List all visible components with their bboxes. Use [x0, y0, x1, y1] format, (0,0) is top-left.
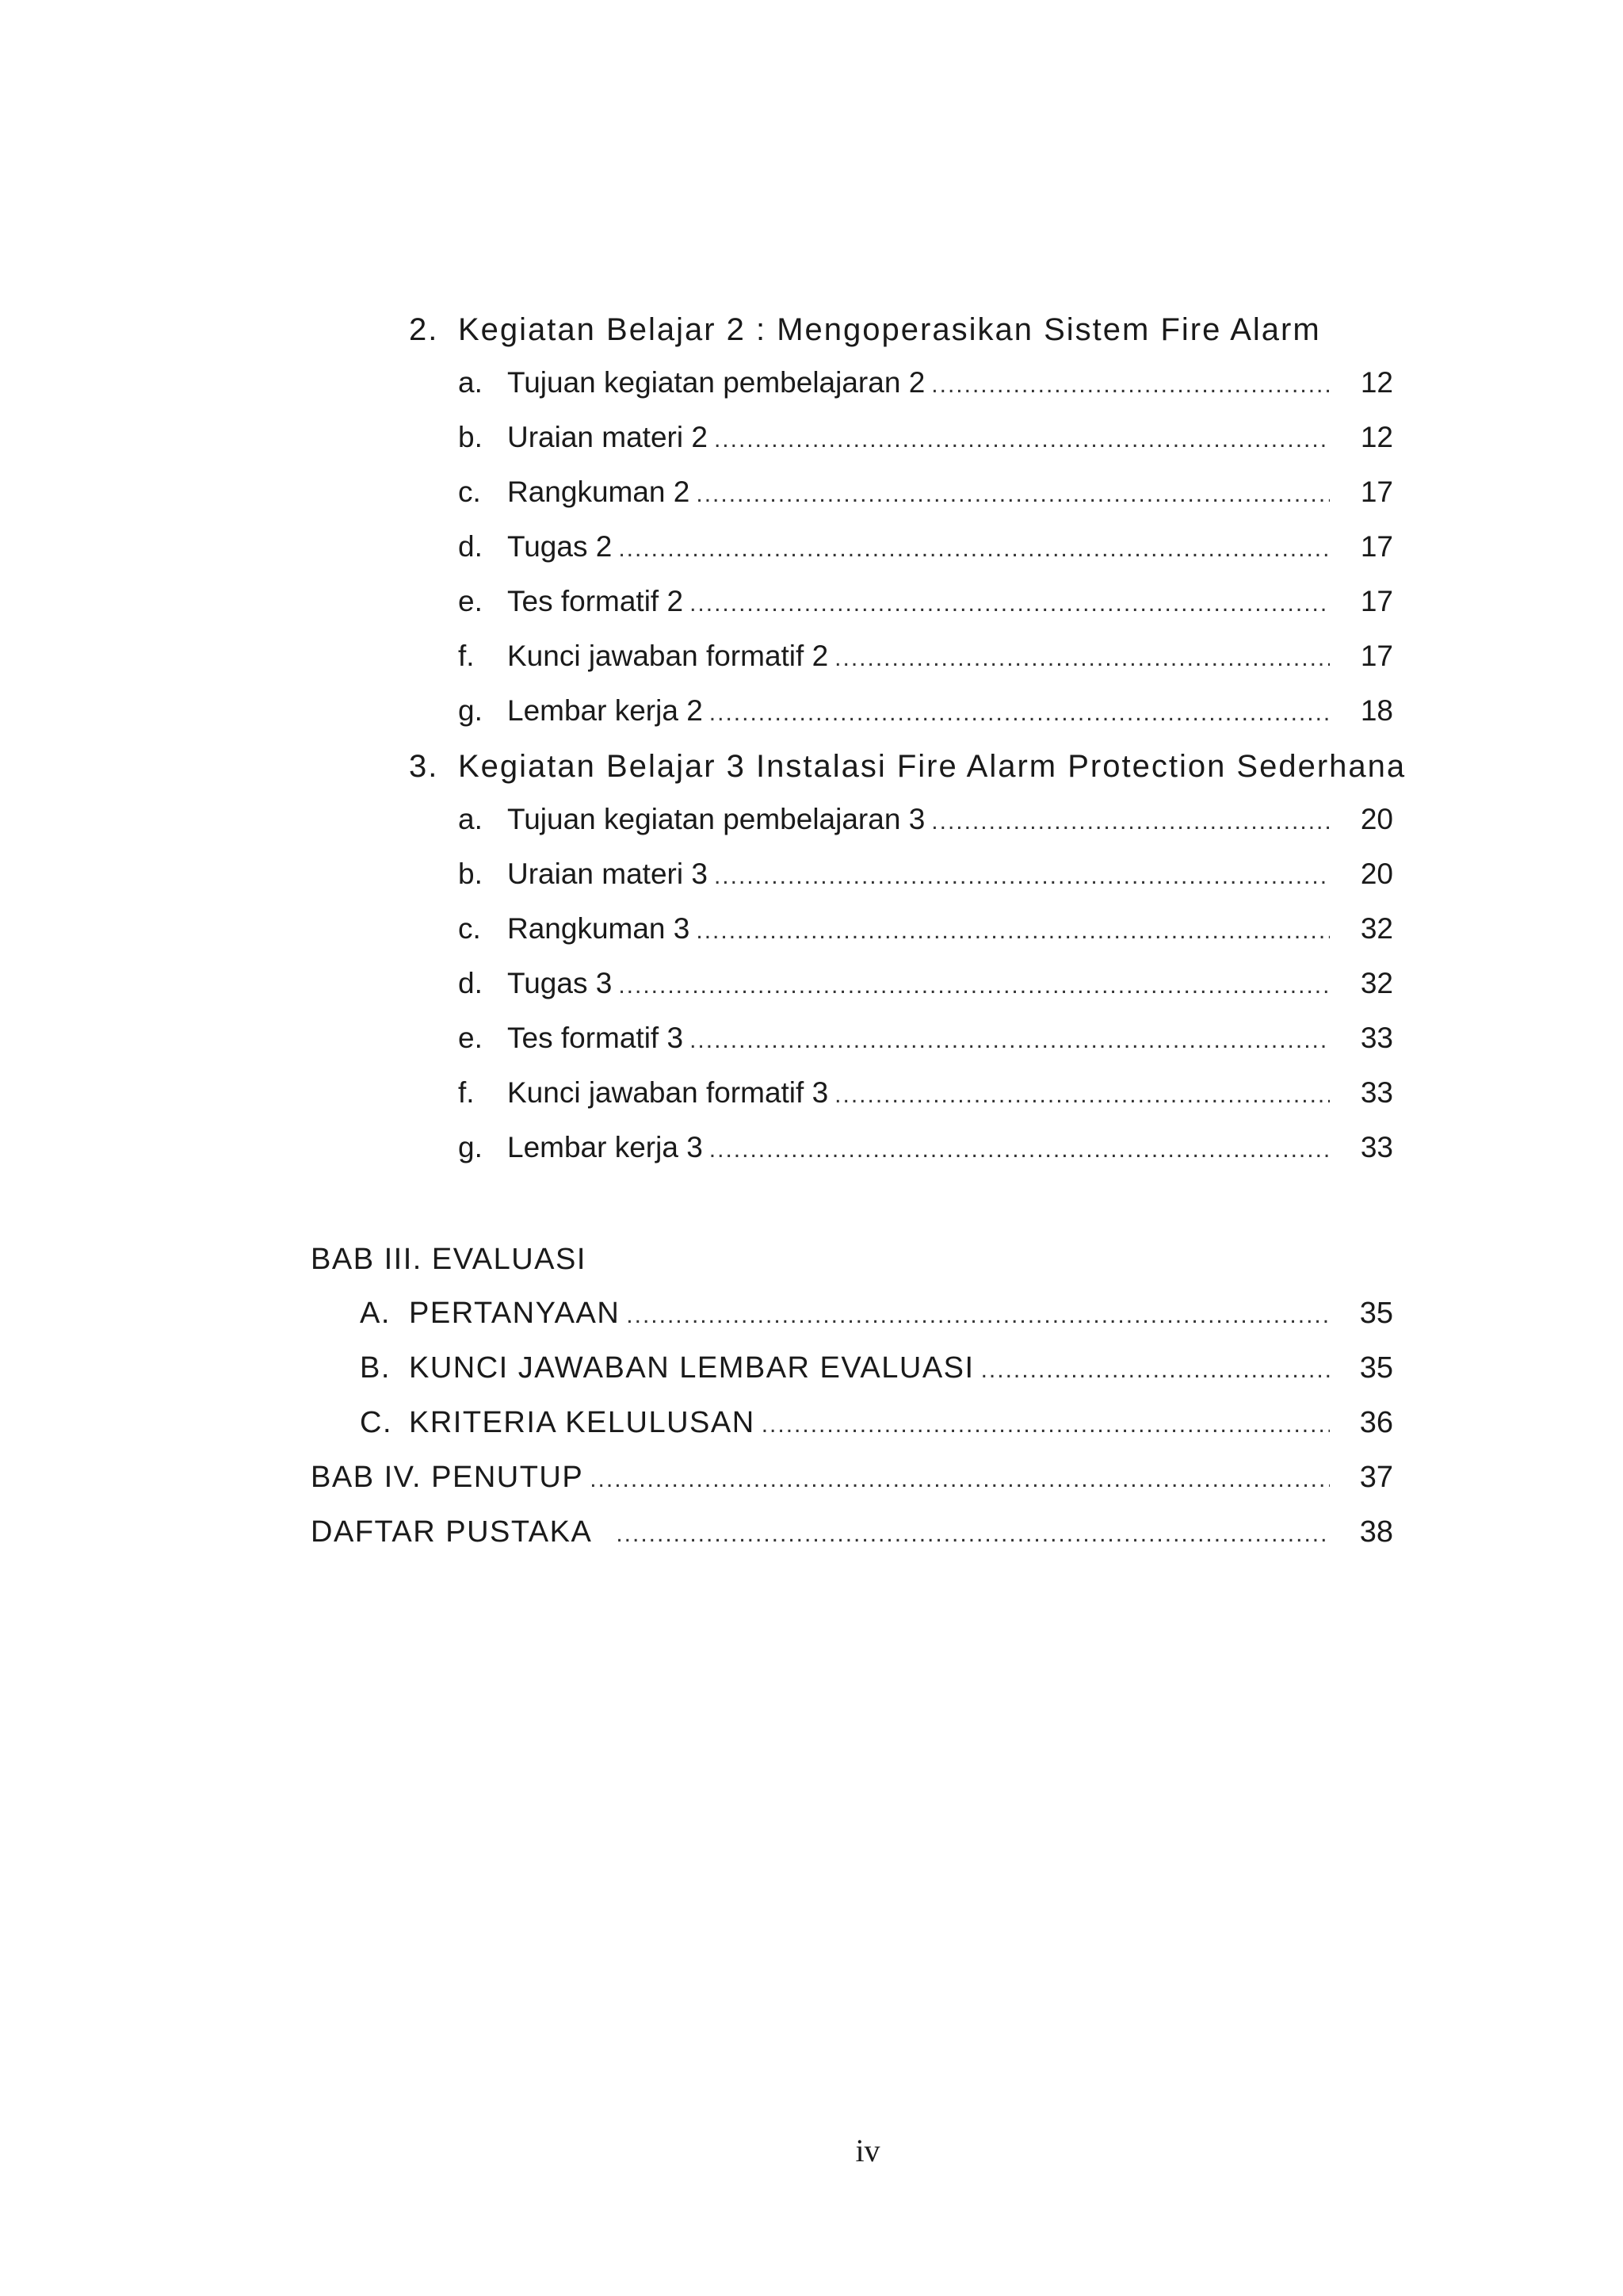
toc-entry-label: Kunci jawaban formatif 3 [507, 1076, 829, 1109]
dot-leader [931, 810, 1330, 834]
page-number: iv [855, 2133, 880, 2168]
dot-leader [981, 1358, 1330, 1382]
dot-leader [709, 1138, 1330, 1162]
toc-heading-kb2 [409, 314, 1321, 346]
toc-entry[interactable] [458, 1023, 1393, 1063]
toc-heading-number: 2. [409, 312, 439, 347]
toc-entry-daftar-pustaka[interactable] [311, 1517, 1393, 1557]
toc-entry-label: Lembar kerja 3 [507, 1131, 703, 1163]
toc-entry-letter: d. [458, 530, 483, 563]
dot-leader [689, 592, 1330, 616]
toc-entry[interactable] [360, 1408, 1393, 1447]
dot-leader [696, 919, 1330, 943]
toc-entry-label: Rangkuman 2 [507, 476, 690, 508]
toc-entry-page: 17 [1360, 585, 1393, 617]
toc-entry-page: 33 [1360, 1022, 1393, 1054]
toc-entry-label: PERTANYAAN [409, 1297, 621, 1330]
toc-entry-label: Uraian materi 2 [507, 421, 708, 453]
toc-entry[interactable] [360, 1353, 1393, 1392]
toc-entry[interactable] [458, 1133, 1393, 1172]
toc-heading-title: Kegiatan Belajar 2 : Mengoperasikan Sistem Fire Alarm [458, 312, 1321, 347]
toc-entry-letter: C. [360, 1406, 392, 1439]
toc-heading-kb3 [409, 751, 1406, 782]
toc-entry-label: Rangkuman 3 [507, 912, 690, 945]
toc-entry-label: BAB IV. PENUTUP [311, 1461, 584, 1494]
toc-entry[interactable] [458, 859, 1393, 899]
toc-entry[interactable] [458, 641, 1393, 681]
toc-entry[interactable] [458, 586, 1393, 626]
dot-leader [714, 428, 1330, 452]
toc-entry-letter: g. [458, 694, 483, 727]
dot-leader [626, 1304, 1330, 1328]
toc-entry-letter: a. [458, 803, 483, 835]
dot-leader [709, 701, 1330, 725]
toc-entry-label: Tujuan kegiatan pembelajaran 3 [507, 803, 926, 835]
toc-entry-page: 32 [1360, 912, 1393, 945]
toc-entry-letter: B. [360, 1351, 391, 1385]
toc-entry-label: Tes formatif 3 [507, 1022, 684, 1054]
toc-entry-letter: f. [458, 640, 475, 672]
toc-entry[interactable] [458, 968, 1393, 1008]
toc-entry-page: 32 [1360, 967, 1393, 999]
toc-entry-letter: A. [360, 1297, 391, 1330]
toc-entry[interactable] [458, 532, 1393, 571]
toc-entry-page: 20 [1360, 858, 1393, 890]
toc-entry-letter: b. [458, 858, 483, 890]
toc-entry[interactable] [360, 1298, 1393, 1338]
dot-leader [689, 1029, 1330, 1052]
dot-leader [696, 483, 1330, 506]
toc-entry-label: Uraian materi 3 [507, 858, 708, 890]
toc-entry-label: KRITERIA KELULUSAN [409, 1406, 755, 1439]
toc-entry-letter: g. [458, 1131, 483, 1163]
dot-leader [762, 1413, 1330, 1437]
toc-entry-page: 35 [1359, 1297, 1393, 1330]
toc-entry-letter: c. [458, 476, 481, 508]
toc-entry[interactable] [458, 914, 1393, 953]
toc-entry-page: 12 [1360, 421, 1393, 453]
dot-leader [834, 1083, 1330, 1107]
toc-entry[interactable] [458, 368, 1393, 407]
toc-entry-bab4[interactable] [311, 1462, 1393, 1502]
toc-entry-page: 17 [1360, 640, 1393, 672]
toc-entry-label: Kunci jawaban formatif 2 [507, 640, 829, 672]
toc-heading-title: Kegiatan Belajar 3 Instalasi Fire Alarm Protection Sederhana [458, 749, 1407, 784]
dot-leader [714, 865, 1330, 888]
toc-heading-bab3 [311, 1244, 586, 1274]
toc-entry-letter: c. [458, 912, 481, 945]
toc-entry-label: Tujuan kegiatan pembelajaran 2 [507, 366, 926, 399]
toc-entry-label: Tes formatif 2 [507, 585, 684, 617]
toc-entry-page: 20 [1360, 803, 1393, 835]
dot-leader [618, 974, 1330, 998]
dot-leader [590, 1468, 1330, 1492]
toc-entry[interactable] [458, 696, 1393, 735]
dot-leader [834, 647, 1330, 670]
toc-entry[interactable] [458, 1078, 1393, 1117]
toc-entry-label: KUNCI JAWABAN LEMBAR EVALUASI [409, 1351, 975, 1385]
dot-leader [931, 373, 1330, 397]
toc-entry-page: 33 [1360, 1131, 1393, 1163]
toc-entry-letter: d. [458, 967, 483, 999]
toc-entry-letter: e. [458, 585, 483, 617]
toc-entry-label: Lembar kerja 2 [507, 694, 703, 727]
toc-entry-letter: e. [458, 1022, 483, 1054]
toc-entry-letter: a. [458, 366, 483, 399]
toc-entry[interactable] [458, 804, 1393, 844]
toc-entry-page: 12 [1360, 366, 1393, 399]
toc-entry-page: 38 [1359, 1515, 1393, 1549]
toc-entry-page: 33 [1360, 1076, 1393, 1109]
toc-entry-page: 37 [1359, 1461, 1393, 1494]
toc-entry-page: 18 [1360, 694, 1393, 727]
toc-entry[interactable] [458, 477, 1393, 517]
toc-entry-label: Tugas 2 [507, 530, 613, 563]
toc-heading-number: 3. [409, 749, 439, 784]
toc-entry-page: 17 [1360, 530, 1393, 563]
dot-leader [616, 1522, 1330, 1546]
toc-entry-page: 36 [1359, 1406, 1393, 1439]
toc-entry-page: 35 [1359, 1351, 1393, 1385]
toc-entry-page: 17 [1360, 476, 1393, 508]
toc-entry[interactable] [458, 422, 1393, 462]
toc-entry-label: DAFTAR PUSTAKA [311, 1515, 593, 1549]
toc-entry-label: Tugas 3 [507, 967, 613, 999]
toc-entry-letter: b. [458, 421, 483, 453]
dot-leader [618, 537, 1330, 561]
toc-entry-letter: f. [458, 1076, 475, 1109]
toc-heading-title: BAB III. EVALUASI [311, 1243, 586, 1276]
